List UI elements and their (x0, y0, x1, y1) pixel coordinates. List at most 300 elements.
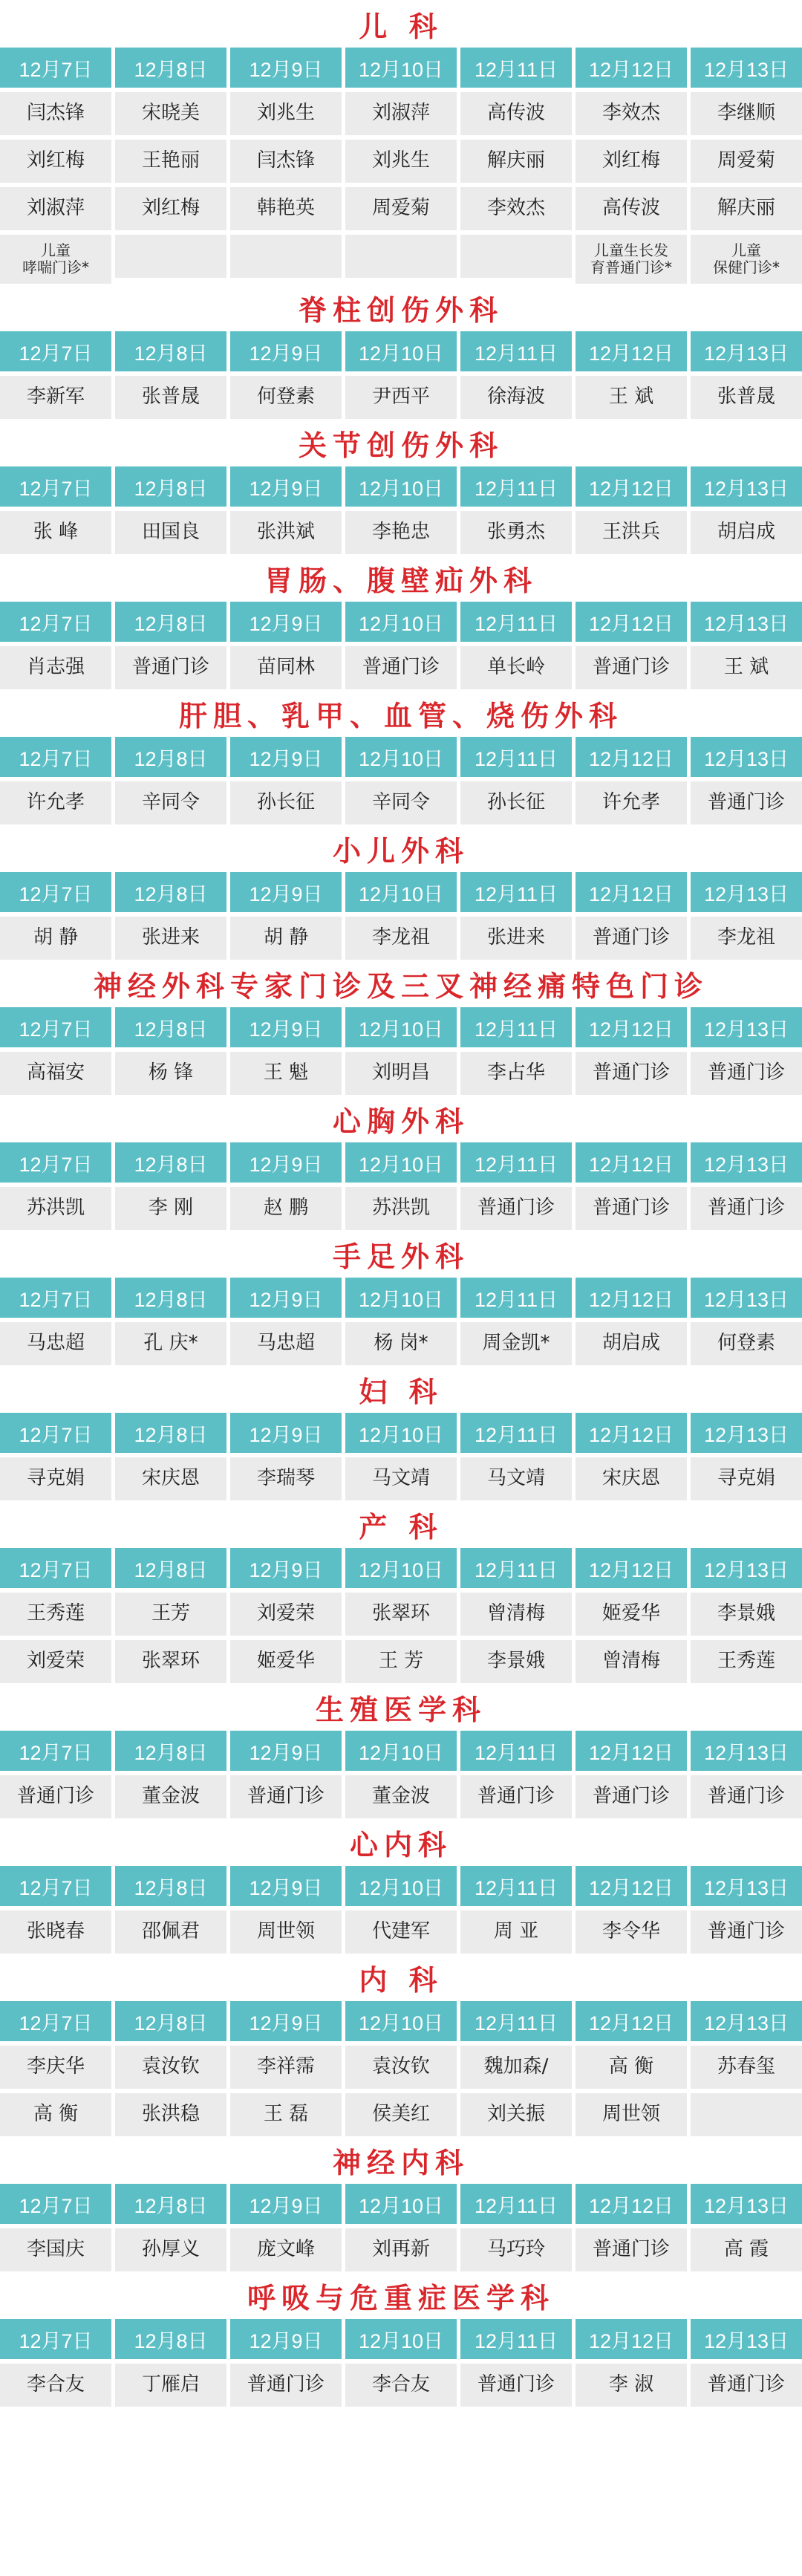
doctor-cell: 李合友 (345, 2364, 457, 2407)
doctor-cell: 普通门诊 (460, 2364, 572, 2407)
doctor-cell: 刘关振 (460, 2093, 572, 2136)
date-header: 12月7日 (0, 1413, 111, 1453)
doctor-cell: 李效杰 (460, 187, 572, 230)
date-header: 12月12日 (576, 1548, 687, 1588)
doctor-cell: 韩艳英 (230, 187, 342, 230)
date-header: 12月8日 (115, 1731, 226, 1771)
doctor-cell: 李瑞琴 (230, 1457, 342, 1500)
doctor-cell: 李国庆 (0, 2228, 111, 2271)
doctor-cell: 普通门诊 (115, 646, 226, 689)
doctor-cell: 邵佩君 (115, 1910, 226, 1954)
doctor-cell: 苗同林 (230, 646, 342, 689)
doctor-cell: 许允孝 (0, 781, 111, 824)
date-header: 12月12日 (576, 737, 687, 777)
doctor-cell: 李合友 (0, 2364, 111, 2407)
date-header: 12月8日 (115, 1548, 226, 1588)
date-header: 12月8日 (115, 331, 226, 371)
department-section (0, 960, 802, 1095)
date-header: 12月13日 (691, 1413, 802, 1453)
date-header: 12月13日 (691, 2319, 802, 2359)
date-header: 12月11日 (460, 331, 572, 371)
doctor-cell: 普通门诊 (230, 1775, 342, 1818)
department-title: 神经外科专家门诊及三叉神经痛特色门诊 (93, 969, 708, 1003)
date-header: 12月7日 (0, 2001, 111, 2041)
doctor-cell: 闫杰锋 (230, 140, 342, 183)
date-header: 12月9日 (230, 1142, 342, 1183)
department-section (0, 1095, 802, 1230)
date-header: 12月12日 (576, 2184, 687, 2224)
date-header: 12月12日 (576, 1278, 687, 1318)
doctor-cell: 普通门诊 (691, 2364, 802, 2407)
date-header: 12月12日 (576, 2001, 687, 2041)
doctor-cell: 儿童生长发 育普通门诊* (576, 235, 687, 284)
doctor-cell: 张翠环 (115, 1640, 226, 1683)
doctor-cell: 普通门诊 (576, 917, 687, 960)
doctor-cell: 普通门诊 (460, 1775, 572, 1818)
department-section (0, 419, 802, 554)
doctor-cell: 刘兆生 (230, 92, 342, 135)
date-header: 12月8日 (115, 872, 226, 912)
date-header: 12月7日 (0, 602, 111, 642)
doctor-cell: 何登素 (691, 1322, 802, 1365)
date-header: 12月13日 (691, 48, 802, 88)
date-header: 12月11日 (460, 2001, 572, 2041)
date-header: 12月8日 (115, 602, 226, 642)
doctor-cell: 孙长征 (460, 781, 572, 824)
date-header: 12月10日 (345, 602, 457, 642)
schedule-table (0, 1007, 802, 1095)
date-header: 12月13日 (691, 331, 802, 371)
department-section (0, 0, 802, 284)
department-title: 关节创伤外科 (298, 428, 503, 462)
doctor-cell: 闫杰锋 (0, 92, 111, 135)
doctor-cell: 张洪斌 (230, 511, 342, 554)
doctor-cell: 代建军 (345, 1910, 457, 1954)
schedule-table (0, 2319, 802, 2407)
date-header: 12月12日 (576, 331, 687, 371)
doctor-cell: 李 淑 (576, 2364, 687, 2407)
doctor-cell: 李 刚 (115, 1187, 226, 1230)
department-section (0, 1500, 802, 1683)
doctor-cell: 李效杰 (576, 92, 687, 135)
doctor-cell: 张晓春 (0, 1910, 111, 1954)
date-header: 12月13日 (691, 2001, 802, 2041)
date-header: 12月11日 (460, 1731, 572, 1771)
doctor-cell (115, 235, 226, 278)
date-header: 12月8日 (115, 2319, 226, 2359)
department-section (0, 1818, 802, 1954)
schedule-table (0, 872, 802, 960)
doctor-cell: 马文靖 (345, 1457, 457, 1500)
date-header: 12月12日 (576, 1413, 687, 1453)
doctor-cell: 孙厚义 (115, 2228, 226, 2271)
doctor-cell: 李龙祖 (691, 917, 802, 960)
doctor-cell: 解庆丽 (460, 140, 572, 183)
date-header: 12月11日 (460, 602, 572, 642)
doctor-cell: 普通门诊 (576, 646, 687, 689)
date-header: 12月10日 (345, 1548, 457, 1588)
doctor-cell: 姬爱华 (230, 1640, 342, 1683)
doctor-cell: 胡启成 (576, 1322, 687, 1365)
doctor-cell: 刘再新 (345, 2228, 457, 2271)
date-header: 12月9日 (230, 872, 342, 912)
date-header: 12月11日 (460, 1548, 572, 1588)
date-header: 12月9日 (230, 2319, 342, 2359)
date-header: 12月8日 (115, 1413, 226, 1453)
department-title: 手足外科 (332, 1239, 469, 1273)
doctor-cell: 肖志强 (0, 646, 111, 689)
doctor-cell: 单长岭 (460, 646, 572, 689)
department-section (0, 284, 802, 419)
date-header: 12月8日 (115, 2001, 226, 2041)
date-header: 12月11日 (460, 2319, 572, 2359)
doctor-cell: 胡 静 (230, 917, 342, 960)
date-header: 12月9日 (230, 1731, 342, 1771)
doctor-cell: 高 衡 (576, 2046, 687, 2089)
date-header: 12月10日 (345, 737, 457, 777)
doctor-cell: 张普晟 (691, 376, 802, 419)
date-header: 12月12日 (576, 1731, 687, 1771)
doctor-cell: 李令华 (576, 1910, 687, 1954)
doctor-cell: 周爱菊 (345, 187, 457, 230)
doctor-cell: 丁雁启 (115, 2364, 226, 2407)
department-section (0, 1230, 802, 1365)
date-header: 12月8日 (115, 1142, 226, 1183)
date-header: 12月9日 (230, 466, 342, 507)
doctor-cell: 王芳 (115, 1593, 226, 1636)
date-header: 12月7日 (0, 466, 111, 507)
doctor-cell (345, 235, 457, 278)
date-header: 12月10日 (345, 1007, 457, 1047)
doctor-cell: 姬爱华 (576, 1593, 687, 1636)
schedule-table (0, 1142, 802, 1230)
date-header: 12月10日 (345, 1142, 457, 1183)
date-header: 12月12日 (576, 48, 687, 88)
date-header: 12月13日 (691, 737, 802, 777)
doctor-cell: 王 磊 (230, 2093, 342, 2136)
date-header: 12月13日 (691, 1278, 802, 1318)
doctor-cell: 苏洪凯 (0, 1187, 111, 1230)
date-header: 12月8日 (115, 737, 226, 777)
date-header: 12月12日 (576, 602, 687, 642)
doctor-cell: 马忠超 (0, 1322, 111, 1365)
date-header: 12月12日 (576, 1142, 687, 1183)
date-header: 12月9日 (230, 1548, 342, 1588)
doctor-cell: 高 霞 (691, 2228, 802, 2271)
doctor-cell: 宋晓美 (115, 92, 226, 135)
date-header: 12月10日 (345, 2001, 457, 2041)
doctor-cell: 王艳丽 (115, 140, 226, 183)
date-header: 12月9日 (230, 602, 342, 642)
doctor-cell: 李龙祖 (345, 917, 457, 960)
date-header: 12月10日 (345, 1731, 457, 1771)
department-title: 心内科 (349, 1827, 452, 1861)
schedule-table (0, 1548, 802, 1683)
schedule-table (0, 331, 802, 419)
date-header: 12月8日 (115, 1007, 226, 1047)
doctor-cell: 侯美红 (345, 2093, 457, 2136)
doctor-cell: 孙长征 (230, 781, 342, 824)
doctor-cell: 普通门诊 (691, 1187, 802, 1230)
doctor-cell: 普通门诊 (576, 1052, 687, 1095)
date-header: 12月9日 (230, 737, 342, 777)
doctor-cell: 普通门诊 (576, 2228, 687, 2271)
doctor-cell: 普通门诊 (576, 1187, 687, 1230)
doctor-cell: 张洪稳 (115, 2093, 226, 2136)
department-title: 生殖医学科 (315, 1692, 486, 1726)
date-header: 12月9日 (230, 48, 342, 88)
doctor-cell: 张进来 (115, 917, 226, 960)
doctor-cell: 王秀莲 (0, 1593, 111, 1636)
schedule-table (0, 602, 802, 689)
doctor-cell: 儿童 哮喘门诊* (0, 235, 111, 284)
date-header: 12月7日 (0, 737, 111, 777)
date-header: 12月11日 (460, 466, 572, 507)
schedule-table (0, 1731, 802, 1818)
date-header: 12月10日 (345, 2184, 457, 2224)
doctor-cell: 普通门诊 (0, 1775, 111, 1818)
doctor-cell: 张勇杰 (460, 511, 572, 554)
doctor-cell: 胡 静 (0, 917, 111, 960)
date-header: 12月12日 (576, 1866, 687, 1906)
doctor-cell: 周世领 (576, 2093, 687, 2136)
date-header: 12月11日 (460, 1866, 572, 1906)
doctor-cell: 王秀莲 (691, 1640, 802, 1683)
doctor-cell: 李占华 (460, 1052, 572, 1095)
date-header: 12月9日 (230, 1007, 342, 1047)
doctor-cell: 解庆丽 (691, 187, 802, 230)
department-section (0, 554, 802, 689)
doctor-cell: 苏春玺 (691, 2046, 802, 2089)
department-title: 呼吸与危重症医学科 (247, 2280, 555, 2315)
date-header: 12月12日 (576, 1007, 687, 1047)
doctor-cell: 刘爱荣 (230, 1593, 342, 1636)
doctor-cell: 田国良 (115, 511, 226, 554)
doctor-cell: 周世领 (230, 1910, 342, 1954)
doctor-cell: 高福安 (0, 1052, 111, 1095)
date-header: 12月7日 (0, 2319, 111, 2359)
doctor-cell: 李景娥 (460, 1640, 572, 1683)
doctor-cell: 王 芳 (345, 1640, 457, 1683)
doctor-cell: 普通门诊 (460, 1187, 572, 1230)
schedule-table (0, 1278, 802, 1365)
doctor-cell (460, 235, 572, 278)
doctor-cell: 杨 锋 (115, 1052, 226, 1095)
doctor-cell: 张进来 (460, 917, 572, 960)
doctor-cell: 马忠超 (230, 1322, 342, 1365)
doctor-cell: 寻克娟 (691, 1457, 802, 1500)
date-header: 12月7日 (0, 1866, 111, 1906)
date-header: 12月8日 (115, 1866, 226, 1906)
date-header: 12月7日 (0, 1142, 111, 1183)
date-header: 12月7日 (0, 1548, 111, 1588)
department-section (0, 1683, 802, 1818)
schedule-table (0, 737, 802, 824)
doctor-cell: 高 衡 (0, 2093, 111, 2136)
doctor-cell: 曾清梅 (576, 1640, 687, 1683)
doctor-cell: 普通门诊 (345, 646, 457, 689)
doctor-cell: 宋庆恩 (115, 1457, 226, 1500)
doctor-cell: 李庆华 (0, 2046, 111, 2089)
date-header: 12月9日 (230, 1278, 342, 1318)
date-header: 12月10日 (345, 1866, 457, 1906)
date-header: 12月9日 (230, 1866, 342, 1906)
doctor-cell: 刘淑萍 (0, 187, 111, 230)
date-header: 12月13日 (691, 1866, 802, 1906)
department-title: 儿 科 (359, 9, 443, 43)
department-section (0, 2136, 802, 2271)
doctor-cell: 刘红梅 (576, 140, 687, 183)
doctor-cell: 李继顺 (691, 92, 802, 135)
doctor-cell: 袁汝钦 (345, 2046, 457, 2089)
doctor-cell (691, 2093, 802, 2136)
doctor-cell: 许允孝 (576, 781, 687, 824)
doctor-cell: 宋庆恩 (576, 1457, 687, 1500)
doctor-cell: 刘爱荣 (0, 1640, 111, 1683)
doctor-cell: 李祥霈 (230, 2046, 342, 2089)
doctor-cell: 赵 鹏 (230, 1187, 342, 1230)
doctor-cell: 魏加森/ (460, 2046, 572, 2089)
department-section (0, 689, 802, 824)
date-header: 12月11日 (460, 1413, 572, 1453)
doctor-cell: 辛同令 (345, 781, 457, 824)
doctor-cell: 周爱菊 (691, 140, 802, 183)
date-header: 12月9日 (230, 1413, 342, 1453)
doctor-cell: 儿童 保健门诊* (691, 235, 802, 284)
date-header: 12月13日 (691, 1731, 802, 1771)
department-section (0, 1954, 802, 2136)
date-header: 12月10日 (345, 331, 457, 371)
doctor-cell: 刘红梅 (115, 187, 226, 230)
date-header: 12月11日 (460, 48, 572, 88)
date-header: 12月13日 (691, 872, 802, 912)
doctor-cell: 刘明昌 (345, 1052, 457, 1095)
doctor-cell: 马巧玲 (460, 2228, 572, 2271)
date-header: 12月9日 (230, 2001, 342, 2041)
date-header: 12月7日 (0, 1731, 111, 1771)
date-header: 12月8日 (115, 2184, 226, 2224)
doctor-cell: 苏洪凯 (345, 1187, 457, 1230)
schedule-table (0, 2184, 802, 2271)
doctor-cell: 辛同令 (115, 781, 226, 824)
doctor-cell: 张 峰 (0, 511, 111, 554)
date-header: 12月13日 (691, 2184, 802, 2224)
date-header: 12月10日 (345, 48, 457, 88)
date-header: 12月7日 (0, 1007, 111, 1047)
date-header: 12月10日 (345, 1413, 457, 1453)
date-header: 12月7日 (0, 1278, 111, 1318)
doctor-cell: 张普晟 (115, 376, 226, 419)
doctor-cell: 马文靖 (460, 1457, 572, 1500)
date-header: 12月8日 (115, 48, 226, 88)
date-header: 12月7日 (0, 872, 111, 912)
department-title: 神经内科 (332, 2145, 469, 2179)
doctor-cell: 寻克娟 (0, 1457, 111, 1500)
date-header: 12月7日 (0, 48, 111, 88)
date-header: 12月10日 (345, 872, 457, 912)
doctor-cell: 王 斌 (576, 376, 687, 419)
doctor-cell: 刘淑萍 (345, 92, 457, 135)
department-section (0, 2271, 802, 2407)
date-header: 12月13日 (691, 602, 802, 642)
doctor-cell: 普通门诊 (691, 781, 802, 824)
date-header: 12月12日 (576, 466, 687, 507)
doctor-cell (230, 235, 342, 278)
date-header: 12月13日 (691, 1007, 802, 1047)
doctor-cell: 王 魁 (230, 1052, 342, 1095)
doctor-cell: 董金波 (345, 1775, 457, 1818)
doctor-cell: 张翠环 (345, 1593, 457, 1636)
date-header: 12月11日 (460, 872, 572, 912)
date-header: 12月11日 (460, 1142, 572, 1183)
doctor-cell: 普通门诊 (691, 1910, 802, 1954)
doctor-cell: 普通门诊 (230, 2364, 342, 2407)
doctor-cell: 胡启成 (691, 511, 802, 554)
date-header: 12月7日 (0, 331, 111, 371)
department-title: 产 科 (359, 1509, 443, 1544)
doctor-cell: 董金波 (115, 1775, 226, 1818)
doctor-cell: 孔 庆* (115, 1322, 226, 1365)
schedule-table (0, 48, 802, 284)
doctor-cell: 尹西平 (345, 376, 457, 419)
doctor-cell: 高传波 (576, 187, 687, 230)
doctor-cell: 李新军 (0, 376, 111, 419)
department-title: 小儿外科 (332, 833, 469, 868)
doctor-cell: 普通门诊 (691, 1775, 802, 1818)
date-header: 12月8日 (115, 1278, 226, 1318)
department-title: 内 科 (359, 1962, 443, 1997)
date-header: 12月8日 (115, 466, 226, 507)
date-header: 12月11日 (460, 2184, 572, 2224)
doctor-cell: 普通门诊 (576, 1775, 687, 1818)
doctor-cell: 何登素 (230, 376, 342, 419)
date-header: 12月13日 (691, 466, 802, 507)
date-header: 12月13日 (691, 1142, 802, 1183)
date-header: 12月11日 (460, 1007, 572, 1047)
date-header: 12月10日 (345, 466, 457, 507)
date-header: 12月12日 (576, 872, 687, 912)
doctor-cell: 高传波 (460, 92, 572, 135)
date-header: 12月9日 (230, 2184, 342, 2224)
doctor-cell: 刘兆生 (345, 140, 457, 183)
date-header: 12月10日 (345, 2319, 457, 2359)
date-header: 12月13日 (691, 1548, 802, 1588)
doctor-cell: 周 亚 (460, 1910, 572, 1954)
date-header: 12月11日 (460, 737, 572, 777)
doctor-cell: 杨 岗* (345, 1322, 457, 1365)
department-title: 脊柱创伤外科 (298, 293, 503, 327)
doctor-cell: 周金凯* (460, 1322, 572, 1365)
date-header: 12月10日 (345, 1278, 457, 1318)
doctor-cell: 曾清梅 (460, 1593, 572, 1636)
schedule-table (0, 466, 802, 554)
doctor-cell: 王洪兵 (576, 511, 687, 554)
doctor-cell: 徐海波 (460, 376, 572, 419)
date-header: 12月11日 (460, 1278, 572, 1318)
date-header: 12月7日 (0, 2184, 111, 2224)
schedule-table (0, 1413, 802, 1500)
department-title: 妇 科 (359, 1374, 443, 1408)
doctor-cell: 王 斌 (691, 646, 802, 689)
department-title: 肝胆、乳甲、血管、烧伤外科 (178, 698, 623, 732)
date-header: 12月12日 (576, 2319, 687, 2359)
department-title: 心胸外科 (332, 1104, 469, 1138)
schedule-table (0, 2001, 802, 2136)
department-section (0, 824, 802, 960)
doctor-cell: 李景娥 (691, 1593, 802, 1636)
department-section (0, 1365, 802, 1500)
doctor-cell: 刘红梅 (0, 140, 111, 183)
